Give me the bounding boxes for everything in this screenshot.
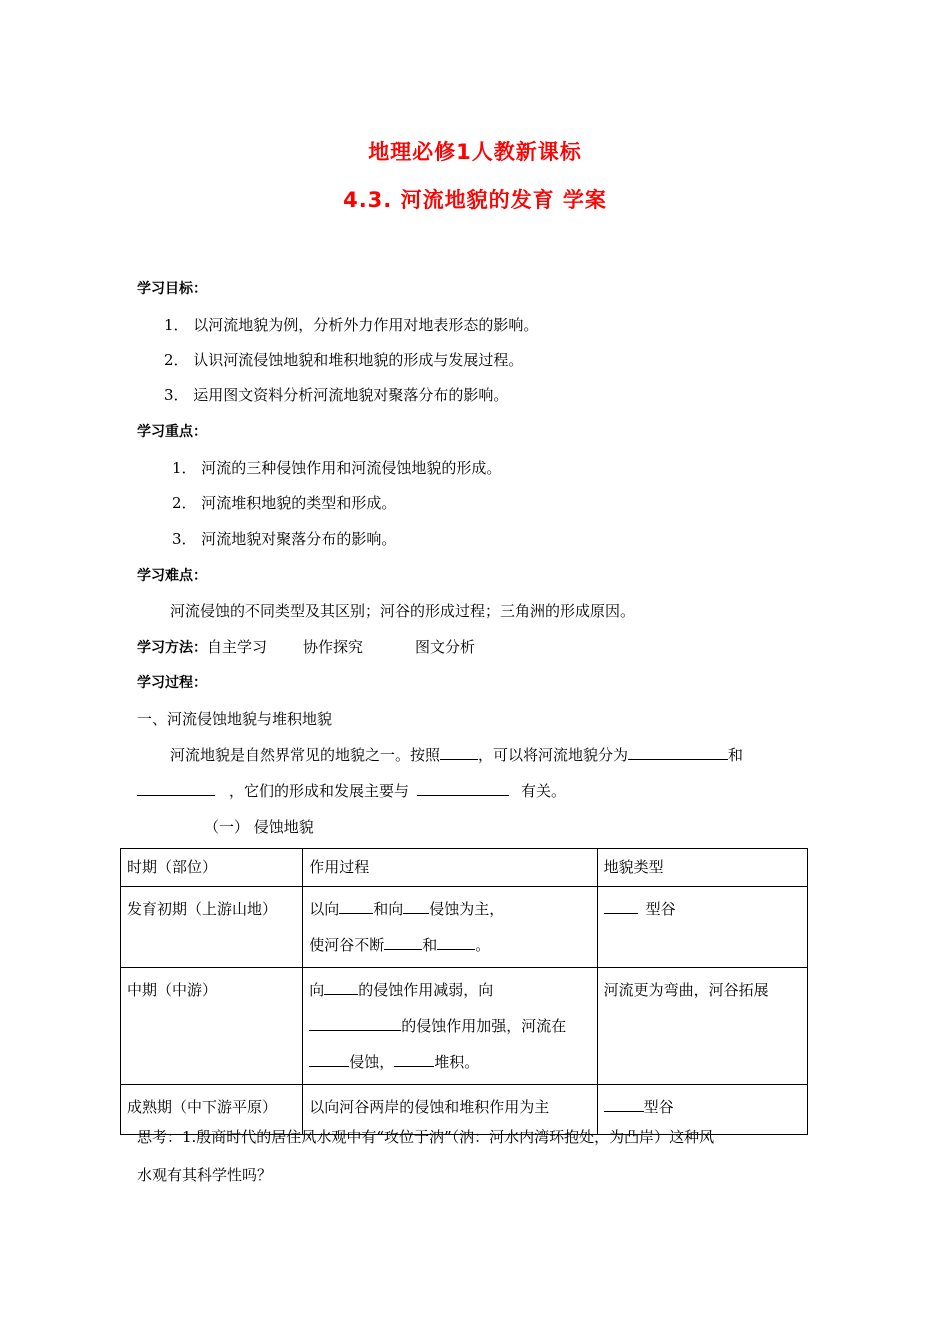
difficulties-text: 河流侵蚀的不同类型及其区别；河谷的形成过程；三角洲的形成原因。 <box>170 602 636 620</box>
table-row <box>121 887 808 968</box>
key-points-heading: 学习重点： <box>137 424 207 440</box>
cell-text: 向 的侵蚀作用减弱，向 <box>309 981 494 999</box>
fill-blank[interactable] <box>417 781 509 796</box>
fill-blank[interactable] <box>137 781 215 796</box>
table-header-cell: 时期（部位） <box>121 849 303 887</box>
fill-blank[interactable] <box>437 935 475 950</box>
cell-text: 发育初期（上游山地） <box>127 900 278 918</box>
para-text: ，它们的形成和发展主要与 <box>229 782 410 800</box>
subsection-heading: （一） 侵蚀地貌 <box>204 818 314 836</box>
cell-text: 型谷 <box>604 1089 801 1125</box>
cell-text: 的侵蚀作用加强，河流在 <box>309 1008 590 1044</box>
objective-item: 2． 认识河流侵蚀地貌和堆积地貌的形成与发展过程。 <box>164 351 524 369</box>
key-point-item: 2． 河流堆积地貌的类型和形成。 <box>172 494 397 512</box>
para-text: 有关。 <box>521 782 567 800</box>
para-text: ，可以将河流地貌分为 <box>478 746 629 764</box>
fill-blank[interactable] <box>628 745 728 760</box>
thinking-question-line1: 思考：1.殷商时代的居住风水观中有“攻位于汭”（汭：河水内湾环抱处，为凸岸）这种风 <box>137 1128 715 1146</box>
table-cell-process <box>303 887 597 968</box>
objective-item: 3． 运用图文资料分析河流地貌对聚落分布的影响。 <box>164 386 509 404</box>
table-cell-period <box>121 887 303 968</box>
fill-blank[interactable] <box>394 1052 434 1067</box>
erosion-landform-table <box>120 848 808 1135</box>
table-cell-period <box>121 968 303 1085</box>
fill-blank[interactable] <box>384 935 422 950</box>
table-row <box>121 968 808 1085</box>
cell-text: 使河谷不断 和 。 <box>309 936 491 954</box>
intro-paragraph-line2 <box>137 780 566 801</box>
cell-text: 型谷 <box>604 891 801 927</box>
method-item: 图文分析 <box>415 638 476 656</box>
document-subtitle: 4.3. 河流地貌的发育 学案 <box>343 188 607 212</box>
fill-blank[interactable] <box>440 745 478 760</box>
table-header-cell: 地貌类型 <box>597 849 807 887</box>
key-point-item: 3． 河流地貌对聚落分布的影响。 <box>172 530 397 548</box>
methods-heading: 学习方法： <box>137 640 207 656</box>
fill-blank[interactable] <box>309 1052 349 1067</box>
cell-text: 以向河谷两岸的侵蚀和堆积作用为主 <box>309 1098 550 1116</box>
intro-paragraph-line1 <box>170 744 743 765</box>
objective-item: 1． 以河流地貌为例，分析外力作用对地表形态的影响。 <box>164 316 539 334</box>
difficulties-heading: 学习难点： <box>137 568 207 584</box>
document-title: 地理必修1人教新课标 <box>368 140 582 164</box>
methods-row <box>137 636 475 657</box>
process-heading: 学习过程： <box>137 675 207 691</box>
fill-blank[interactable] <box>309 1016 401 1031</box>
objectives-heading: 学习目标： <box>137 281 207 297</box>
cell-text: 中期（中游） <box>127 981 218 999</box>
method-item: 协作探究 <box>303 638 364 656</box>
section-heading: 一、河流侵蚀地貌与堆积地貌 <box>137 710 333 728</box>
cell-text: 以向 和向 侵蚀为主， <box>309 900 505 918</box>
table-cell-process <box>303 968 597 1085</box>
thinking-question-line2: 水观有其科学性吗？ <box>137 1166 273 1184</box>
table-cell-type <box>597 887 807 968</box>
fill-blank[interactable] <box>403 899 429 914</box>
table-cell-type <box>597 968 807 1085</box>
para-text: 河流地貌是自然界常见的地貌之一。按照 <box>170 746 441 764</box>
fill-blank[interactable] <box>324 980 358 995</box>
fill-blank[interactable] <box>604 1097 644 1112</box>
para-text: 和 <box>728 746 744 764</box>
table-header-row <box>121 849 808 887</box>
cell-text: 侵蚀， 堆积。 <box>309 1044 590 1080</box>
cell-text: 成熟期（中下游平原） <box>127 1098 278 1116</box>
fill-blank[interactable] <box>604 899 638 914</box>
fill-blank[interactable] <box>339 899 373 914</box>
method-item: 自主学习 <box>207 638 268 656</box>
key-point-item: 1． 河流的三种侵蚀作用和河流侵蚀地貌的形成。 <box>172 459 502 477</box>
table-header-cell: 作用过程 <box>303 849 597 887</box>
cell-text: 河流更为弯曲，河谷拓展 <box>603 981 769 999</box>
